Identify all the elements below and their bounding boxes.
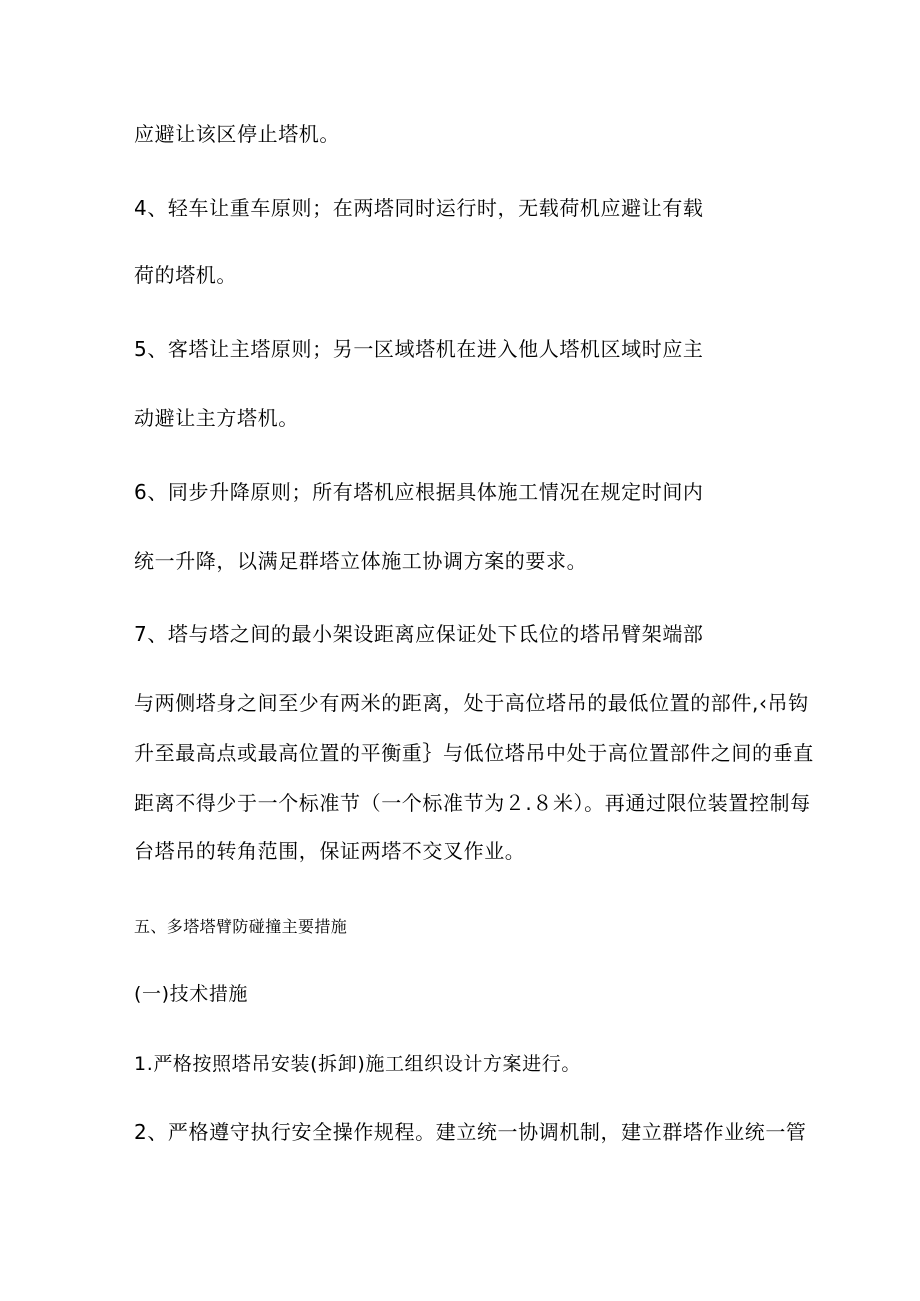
text-line-4: 5、客塔让主塔原则；另一区域塔机在进入他人塔机区域时应主: [134, 337, 704, 361]
text-line-2: 4、轻车让重车原则；在两塔同时运行时，无载荷机应避让有载: [134, 196, 704, 220]
text-line-7: 统一升降，以满足群塔立体施工协调方案的要求。: [134, 549, 588, 573]
text-line-12: 台塔吊的转角范围，保证两塔不交叉作业。: [134, 839, 526, 863]
text-line-8: 7、塔与塔之间的最小架设距离应保证处下氐位的塔吊臂架端部: [134, 622, 704, 646]
text-line-11: 距离不得少于一个标准节（一个标准节为２.８米）。再通过限位装置控制每: [134, 791, 811, 815]
text-line-10: 升至最高点或最高位置的平衡重｝与低位塔吊中处于高位置部件之间的垂直: [134, 741, 814, 765]
text-line-16: 2、严格遵守执行安全操作规程。建立统一协调机制，建立群塔作业统一管: [134, 1120, 807, 1144]
section-heading: 五、多塔塔臂防碰撞主要措施: [134, 917, 348, 936]
text-line-3: 荷的塔机。: [134, 263, 237, 287]
text-line-9: 与两侧塔身之间至少有两米的距离，处于高位塔吊的最低位置的部件,‹吊钩: [134, 691, 809, 715]
text-line-15: 1.严格按照塔吊安装(拆卸)施工组织设计方案进行。: [134, 1053, 581, 1075]
text-line-1: 应避让该区停止塔机。: [134, 122, 340, 146]
subsection-heading: (一)技术措施: [134, 983, 249, 1005]
text-line-6: 6、同步升降原则；所有塔机应根据具体施工情况在规定时间内: [134, 480, 704, 504]
text-line-5: 动避让主方塔机。: [134, 406, 299, 430]
